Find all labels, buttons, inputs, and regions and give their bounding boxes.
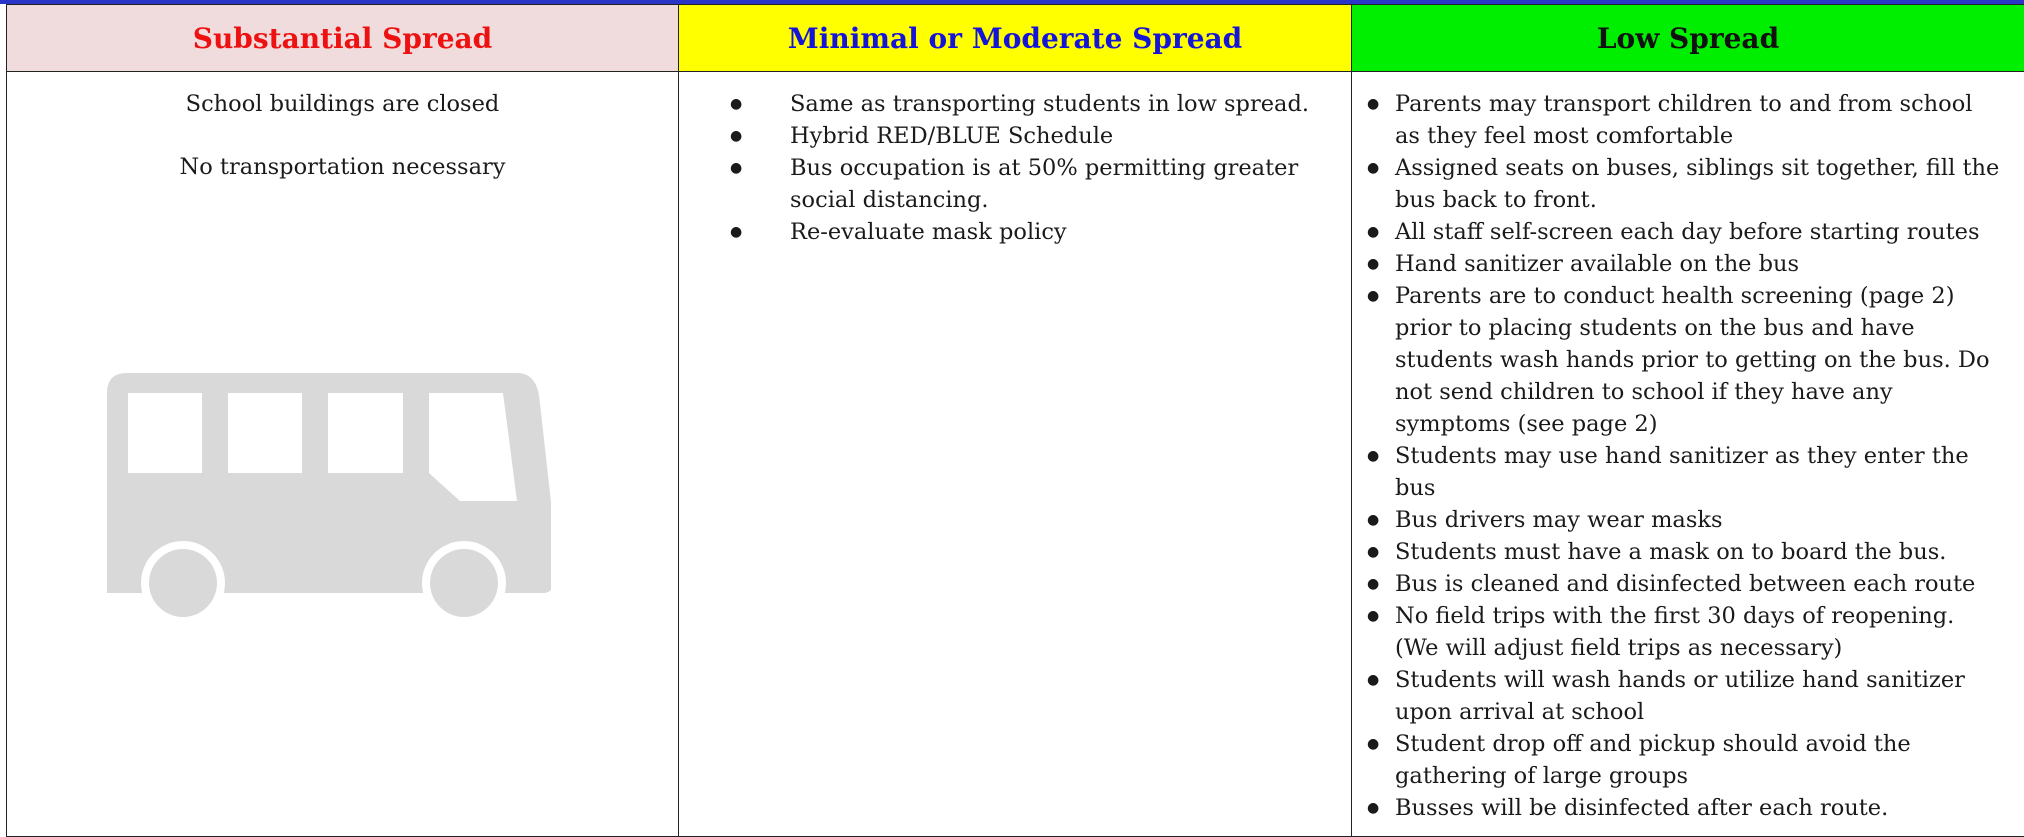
list-item: ● Parents are to conduct health screening (page 2) prior to placing students on the bus and have students wash hands prior to getting on the bus. Do not send children to school if they have any symptoms (see page 2) [1367,283,1990,437]
substantial-spread-header: Substantial Spread [7,5,679,72]
list-item: ● Bus occupation is at 50% permitting greater social distancing. [730,155,1299,213]
low-spread-header: Low Spread [1352,5,2024,72]
moderate-spread-cell [679,72,1352,837]
list-item: ● Bus is cleaned and disinfected between each route [1367,571,1976,597]
list-item: ● Same as transporting students in low spread. [730,91,1309,117]
list-item: ● Hybrid RED/BLUE Schedule [730,123,1114,149]
spread-table [6,4,2024,837]
list-item: ● No field trips with the first 30 days of reopening. (We will adjust field trips as necessary) [1367,603,1955,661]
list-item: ● Re-evaluate mask policy [730,219,1067,245]
header-row [7,5,2024,72]
moderate-spread-header: Minimal or Moderate Spread [679,5,1352,72]
no-transportation-text: No transportation necessary [179,154,506,180]
moderate-spread-list [679,72,1351,248]
list-item: ● Parents may transport children to and from school as they feel most comfortable [1367,91,1973,149]
list-item: ● Students may use hand sanitizer as they enter the bus [1367,443,1969,501]
low-spread-list [1352,72,2024,824]
buildings-closed-text: School buildings are closed [185,91,500,117]
list-item: ● Students must have a mask on to board the bus. [1367,539,1947,565]
low-spread-cell [1352,72,2024,837]
substantial-spread-cell [7,72,679,837]
list-item: ● Bus drivers may wear masks [1367,507,1723,533]
list-item: ● Busses will be disinfected after each route. [1367,795,1889,821]
list-item: ● All staff self-screen each day before starting routes [1367,219,1980,245]
list-item: ● Student drop off and pickup should avoid the gathering of large groups [1367,731,1911,789]
content-row [7,72,2024,837]
list-item: ● Assigned seats on buses, siblings sit together, fill the bus back to front. [1367,155,2000,213]
list-item: ● Students will wash hands or utilize hand sanitizer upon arrival at school [1367,667,1965,725]
list-item: ● Hand sanitizer available on the bus [1367,251,1800,277]
bus-icon [107,373,551,623]
